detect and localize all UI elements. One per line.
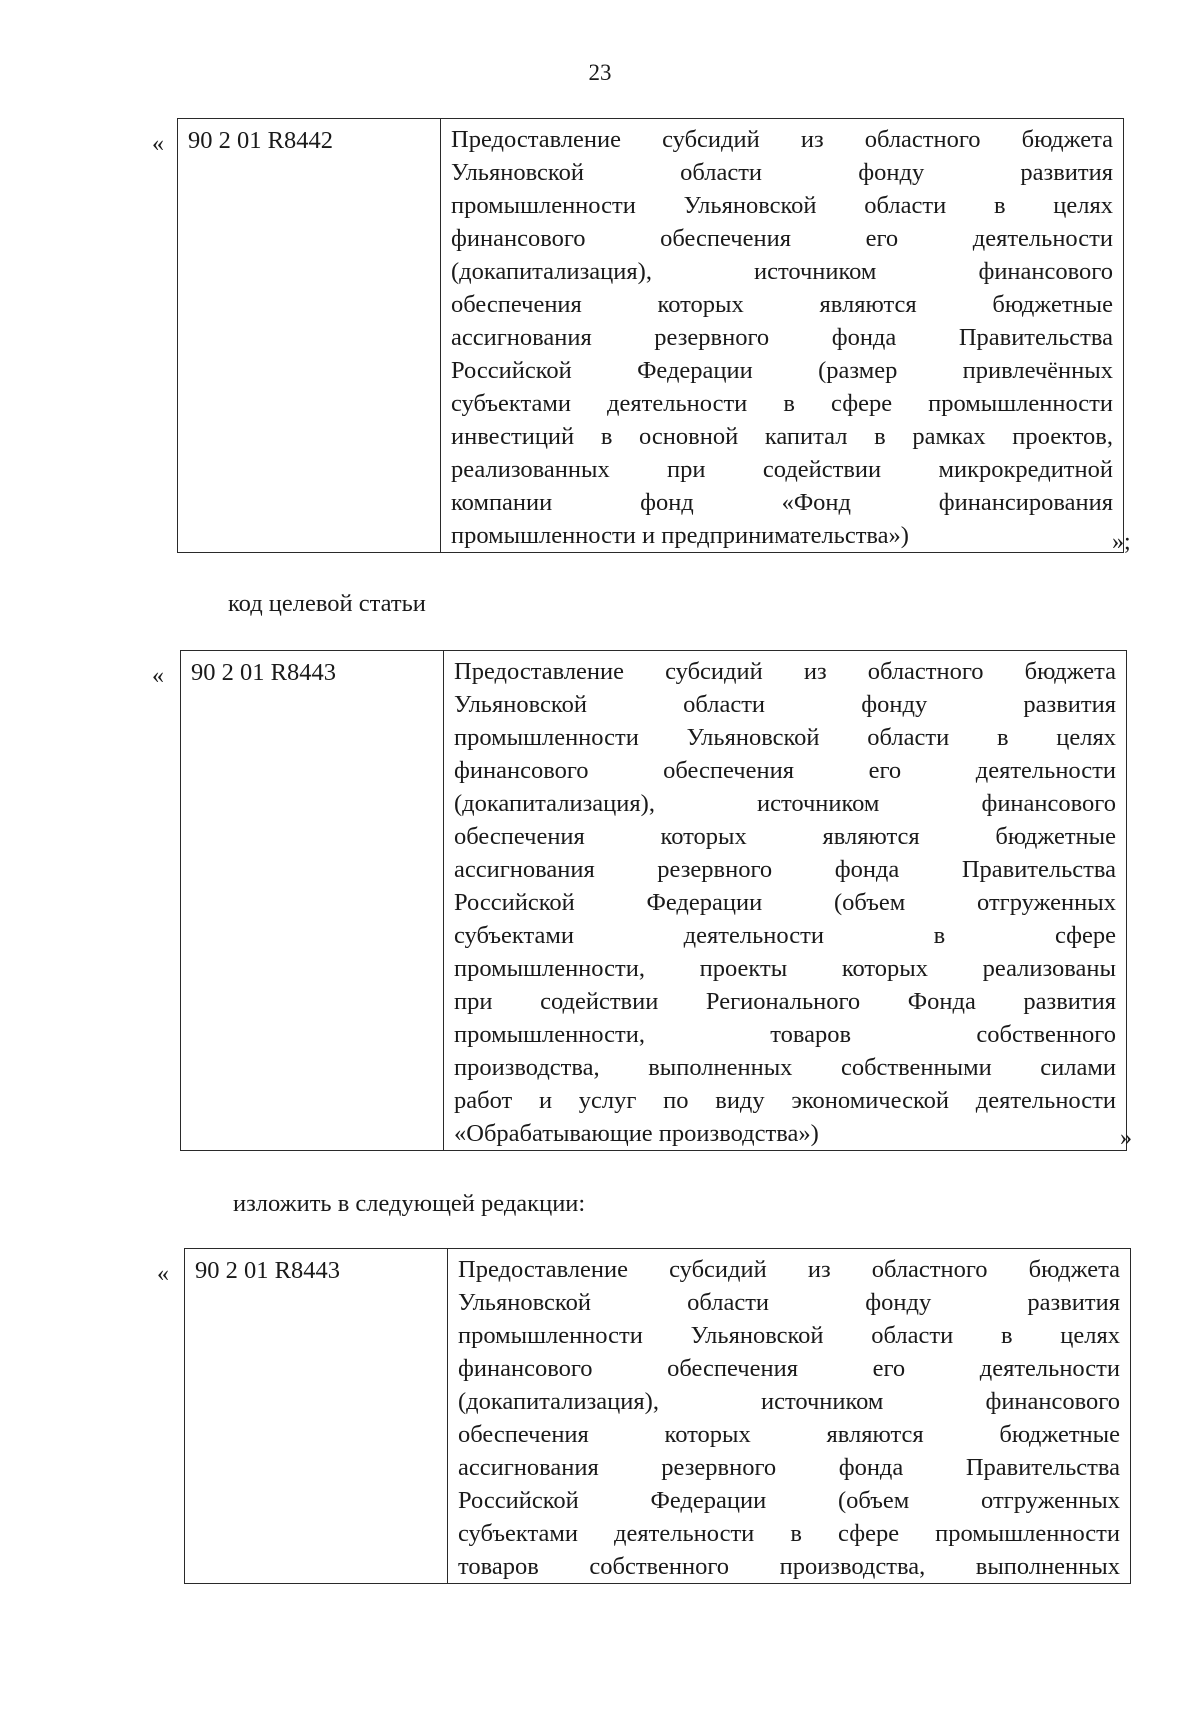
description-line: промышленности и предпринимательства»)	[451, 522, 909, 549]
description-line: промышленности Ульяновской области в целях	[454, 724, 1116, 751]
description-line: (докапитализация), источником финансового	[454, 790, 1116, 817]
description-line: субъектами деятельности в сфере промышленности	[451, 390, 1113, 417]
description-line: субъектами деятельности в сфере промышленности	[458, 1520, 1120, 1547]
description-line: Российской Федерации (объем отгруженных	[454, 889, 1116, 916]
description-line: промышленности, товаров собственного	[454, 1021, 1116, 1048]
description-line: (докапитализация), источником финансового	[458, 1388, 1120, 1415]
description-line: промышленности, проекты которых реализованы	[454, 955, 1116, 982]
table-row	[178, 119, 1124, 553]
article-code: 90 2 01 R8443	[181, 651, 444, 1151]
close-quote: »;	[1112, 529, 1131, 555]
description-line: инвестиций в основной капитал в рамках проектов,	[451, 423, 1113, 450]
description-line: Предоставление субсидий из областного бюджета	[458, 1256, 1120, 1283]
target-article-table	[180, 650, 1127, 1151]
description-line: при содействии Регионального Фонда развития	[454, 988, 1116, 1015]
article-code: 90 2 01 R8443	[185, 1249, 448, 1584]
page-number: 23	[588, 60, 612, 85]
description-line: реализованных при содействии микрокредитной	[451, 456, 1113, 483]
open-quote: «	[152, 131, 164, 157]
description-line: обеспечения которых являются бюджетные	[454, 823, 1116, 850]
close-quote: »	[1120, 1125, 1132, 1151]
description-line: Предоставление субсидий из областного бюджета	[454, 658, 1116, 685]
description-line: субъектами деятельности в сфере	[454, 922, 1116, 949]
open-quote: «	[152, 663, 164, 689]
target-article-table	[184, 1248, 1131, 1584]
article-code: 90 2 01 R8442	[178, 119, 441, 553]
description-line: обеспечения которых являются бюджетные	[451, 291, 1113, 318]
description-line: ассигнования резервного фонда Правительства	[454, 856, 1116, 883]
paragraph-target-code: код целевой статьи	[228, 590, 426, 617]
description-line: Российской Федерации (размер привлечённых	[451, 357, 1113, 384]
table-row	[181, 651, 1127, 1151]
description-line: товаров собственного производства, выполненных	[458, 1553, 1120, 1580]
description-line: финансового обеспечения его деятельности	[454, 757, 1116, 784]
description-line: ассигнования резервного фонда Правительства	[451, 324, 1113, 351]
description-line: Ульяновской области фонду развития	[454, 691, 1116, 718]
article-description	[448, 1249, 1131, 1584]
description-line: производства, выполненных собственными силами	[454, 1054, 1116, 1081]
table-row	[185, 1249, 1131, 1584]
description-line: Российской Федерации (объем отгруженных	[458, 1487, 1120, 1514]
description-line: ассигнования резервного фонда Правительства	[458, 1454, 1120, 1481]
description-line: промышленности Ульяновской области в целях	[451, 192, 1113, 219]
description-line: Ульяновской области фонду развития	[458, 1289, 1120, 1316]
description-line: обеспечения которых являются бюджетные	[458, 1421, 1120, 1448]
article-description	[444, 651, 1127, 1151]
description-line: компании фонд «Фонд финансирования	[451, 489, 1113, 516]
description-line: Предоставление субсидий из областного бюджета	[451, 126, 1113, 153]
description-line: работ и услуг по виду экономической деятельности	[454, 1087, 1116, 1114]
article-description	[441, 119, 1124, 553]
paragraph-new-wording: изложить в следующей редакции:	[233, 1190, 586, 1217]
open-quote: «	[157, 1261, 169, 1287]
description-line: (докапитализация), источником финансового	[451, 258, 1113, 285]
target-article-table	[177, 118, 1124, 553]
description-line: Ульяновской области фонду развития	[451, 159, 1113, 186]
description-line: финансового обеспечения его деятельности	[458, 1355, 1120, 1382]
description-line: «Обрабатывающие производства»)	[454, 1120, 819, 1147]
description-line: финансового обеспечения его деятельности	[451, 225, 1113, 252]
description-line: промышленности Ульяновской области в целях	[458, 1322, 1120, 1349]
